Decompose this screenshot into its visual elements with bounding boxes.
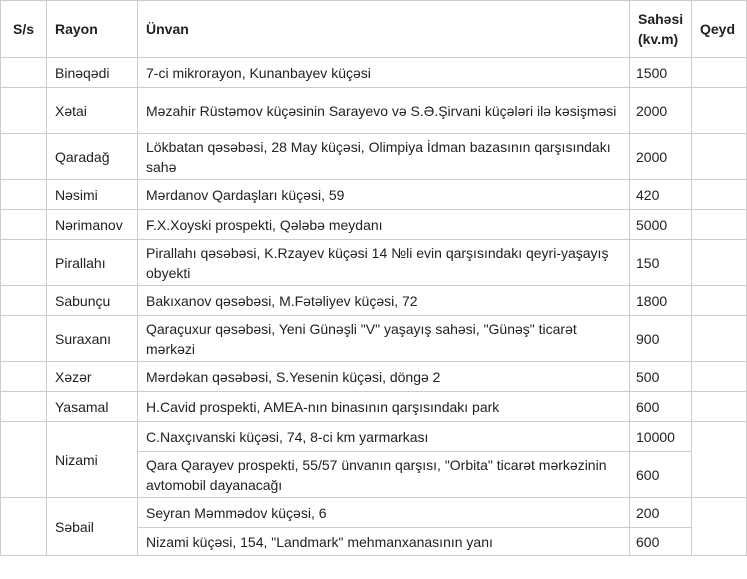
cell-sahe: 1500 [630,58,692,88]
cell-qeyd [692,58,747,88]
cell-sahe: 900 [630,316,692,362]
cell-qeyd [692,286,747,316]
cell-unvan: C.Naxçıvanski küçəsi, 74, 8-ci km yarmarkası [138,422,630,452]
cell-sahe: 5000 [630,210,692,240]
cell-unvan: Məzahir Rüstəmov küçəsinin Sarayevo və S.Ə.Şirvani küçələri ilə kəsişməsi [138,88,630,134]
cell-qeyd [692,422,747,498]
cell-ss [1,210,47,240]
cell-ss [1,240,47,286]
cell-ss [1,88,47,134]
cell-unvan: Seyran Məmmədov küçəsi, 6 [138,498,630,528]
cell-unvan: Nizami küçəsi, 154, "Landmark" mehmanxanasının yanı [138,528,630,556]
cell-qeyd [692,88,747,134]
table-row [1,58,747,88]
cell-ss [1,362,47,392]
cell-rayon: Yasamal [47,392,138,422]
cell-sahe: 10000 [630,422,692,452]
cell-unvan: Pirallahı qəsəbəsi, K.Rzayev küçəsi 14 №li evin qarşısındakı qeyri-yaşayış obyekti [138,240,630,286]
table-header-row [1,1,747,58]
cell-sahe: 2000 [630,88,692,134]
cell-qeyd [692,240,747,286]
table-row [1,362,747,392]
cell-rayon: Səbail [47,498,138,556]
table-row [1,134,747,180]
header-ss: S/s [1,1,47,58]
table-row [1,316,747,362]
cell-sahe: 1800 [630,286,692,316]
cell-ss [1,134,47,180]
cell-ss [1,498,47,556]
cell-qeyd [692,392,747,422]
cell-rayon: Xətai [47,88,138,134]
cell-sahe: 600 [630,528,692,556]
cell-unvan: Bakıxanov qəsəbəsi, M.Fətəliyev küçəsi, 72 [138,286,630,316]
table-row [1,88,747,134]
cell-qeyd [692,210,747,240]
table-row [1,498,747,528]
cell-qeyd [692,498,747,556]
cell-qeyd [692,180,747,210]
table-row [1,392,747,422]
cell-ss [1,422,47,498]
cell-rayon: Pirallahı [47,240,138,286]
cell-unvan: Mərdəkan qəsəbəsi, S.Yesenin küçəsi, döngə 2 [138,362,630,392]
cell-qeyd [692,134,747,180]
table-row [1,286,747,316]
cell-unvan: Qaraçuxur qəsəbəsi, Yeni Günəşli "V" yaşayış sahəsi, "Günəş" ticarət mərkəzi [138,316,630,362]
cell-sahe: 200 [630,498,692,528]
header-sahesi: Sahəsi (kv.m) [630,1,692,58]
cell-rayon: Suraxanı [47,316,138,362]
cell-qeyd [692,316,747,362]
cell-sahe: 500 [630,362,692,392]
table-row [1,240,747,286]
cell-sahe: 420 [630,180,692,210]
header-rayon: Rayon [47,1,138,58]
cell-sahe: 600 [630,392,692,422]
cell-rayon: Nəsimi [47,180,138,210]
cell-unvan: Lökbatan qəsəbəsi, 28 May küçəsi, Olimpiya İdman bazasının qarşısındakı sahə [138,134,630,180]
table-row [1,210,747,240]
cell-rayon: Xəzər [47,362,138,392]
header-qeyd: Qeyd [692,1,747,58]
cell-rayon: Sabunçu [47,286,138,316]
cell-ss [1,286,47,316]
cell-ss [1,316,47,362]
cell-rayon: Nizami [47,422,138,498]
cell-sahe: 600 [630,452,692,498]
cell-unvan: 7-ci mikrorayon, Kunanbayev küçəsi [138,58,630,88]
cell-rayon: Binəqədi [47,58,138,88]
cell-sahe: 2000 [630,134,692,180]
header-unvan: Ünvan [138,1,630,58]
cell-rayon: Nərimanov [47,210,138,240]
cell-rayon: Qaradağ [47,134,138,180]
cell-unvan: Qara Qarayev prospekti, 55/57 ünvanın qarşısı, "Orbita" ticarət mərkəzinin avtomobil dayanacağı [138,452,630,498]
table-row [1,180,747,210]
cell-ss [1,180,47,210]
cell-unvan: H.Cavid prospekti, AMEA-nın binasının qarşısındakı park [138,392,630,422]
cell-qeyd [692,362,747,392]
cell-unvan: Mərdanov Qardaşları küçəsi, 59 [138,180,630,210]
cell-ss [1,58,47,88]
cell-sahe: 150 [630,240,692,286]
table-row [1,422,747,452]
cell-unvan: F.X.Xoyski prospekti, Qələbə meydanı [138,210,630,240]
cell-ss [1,392,47,422]
